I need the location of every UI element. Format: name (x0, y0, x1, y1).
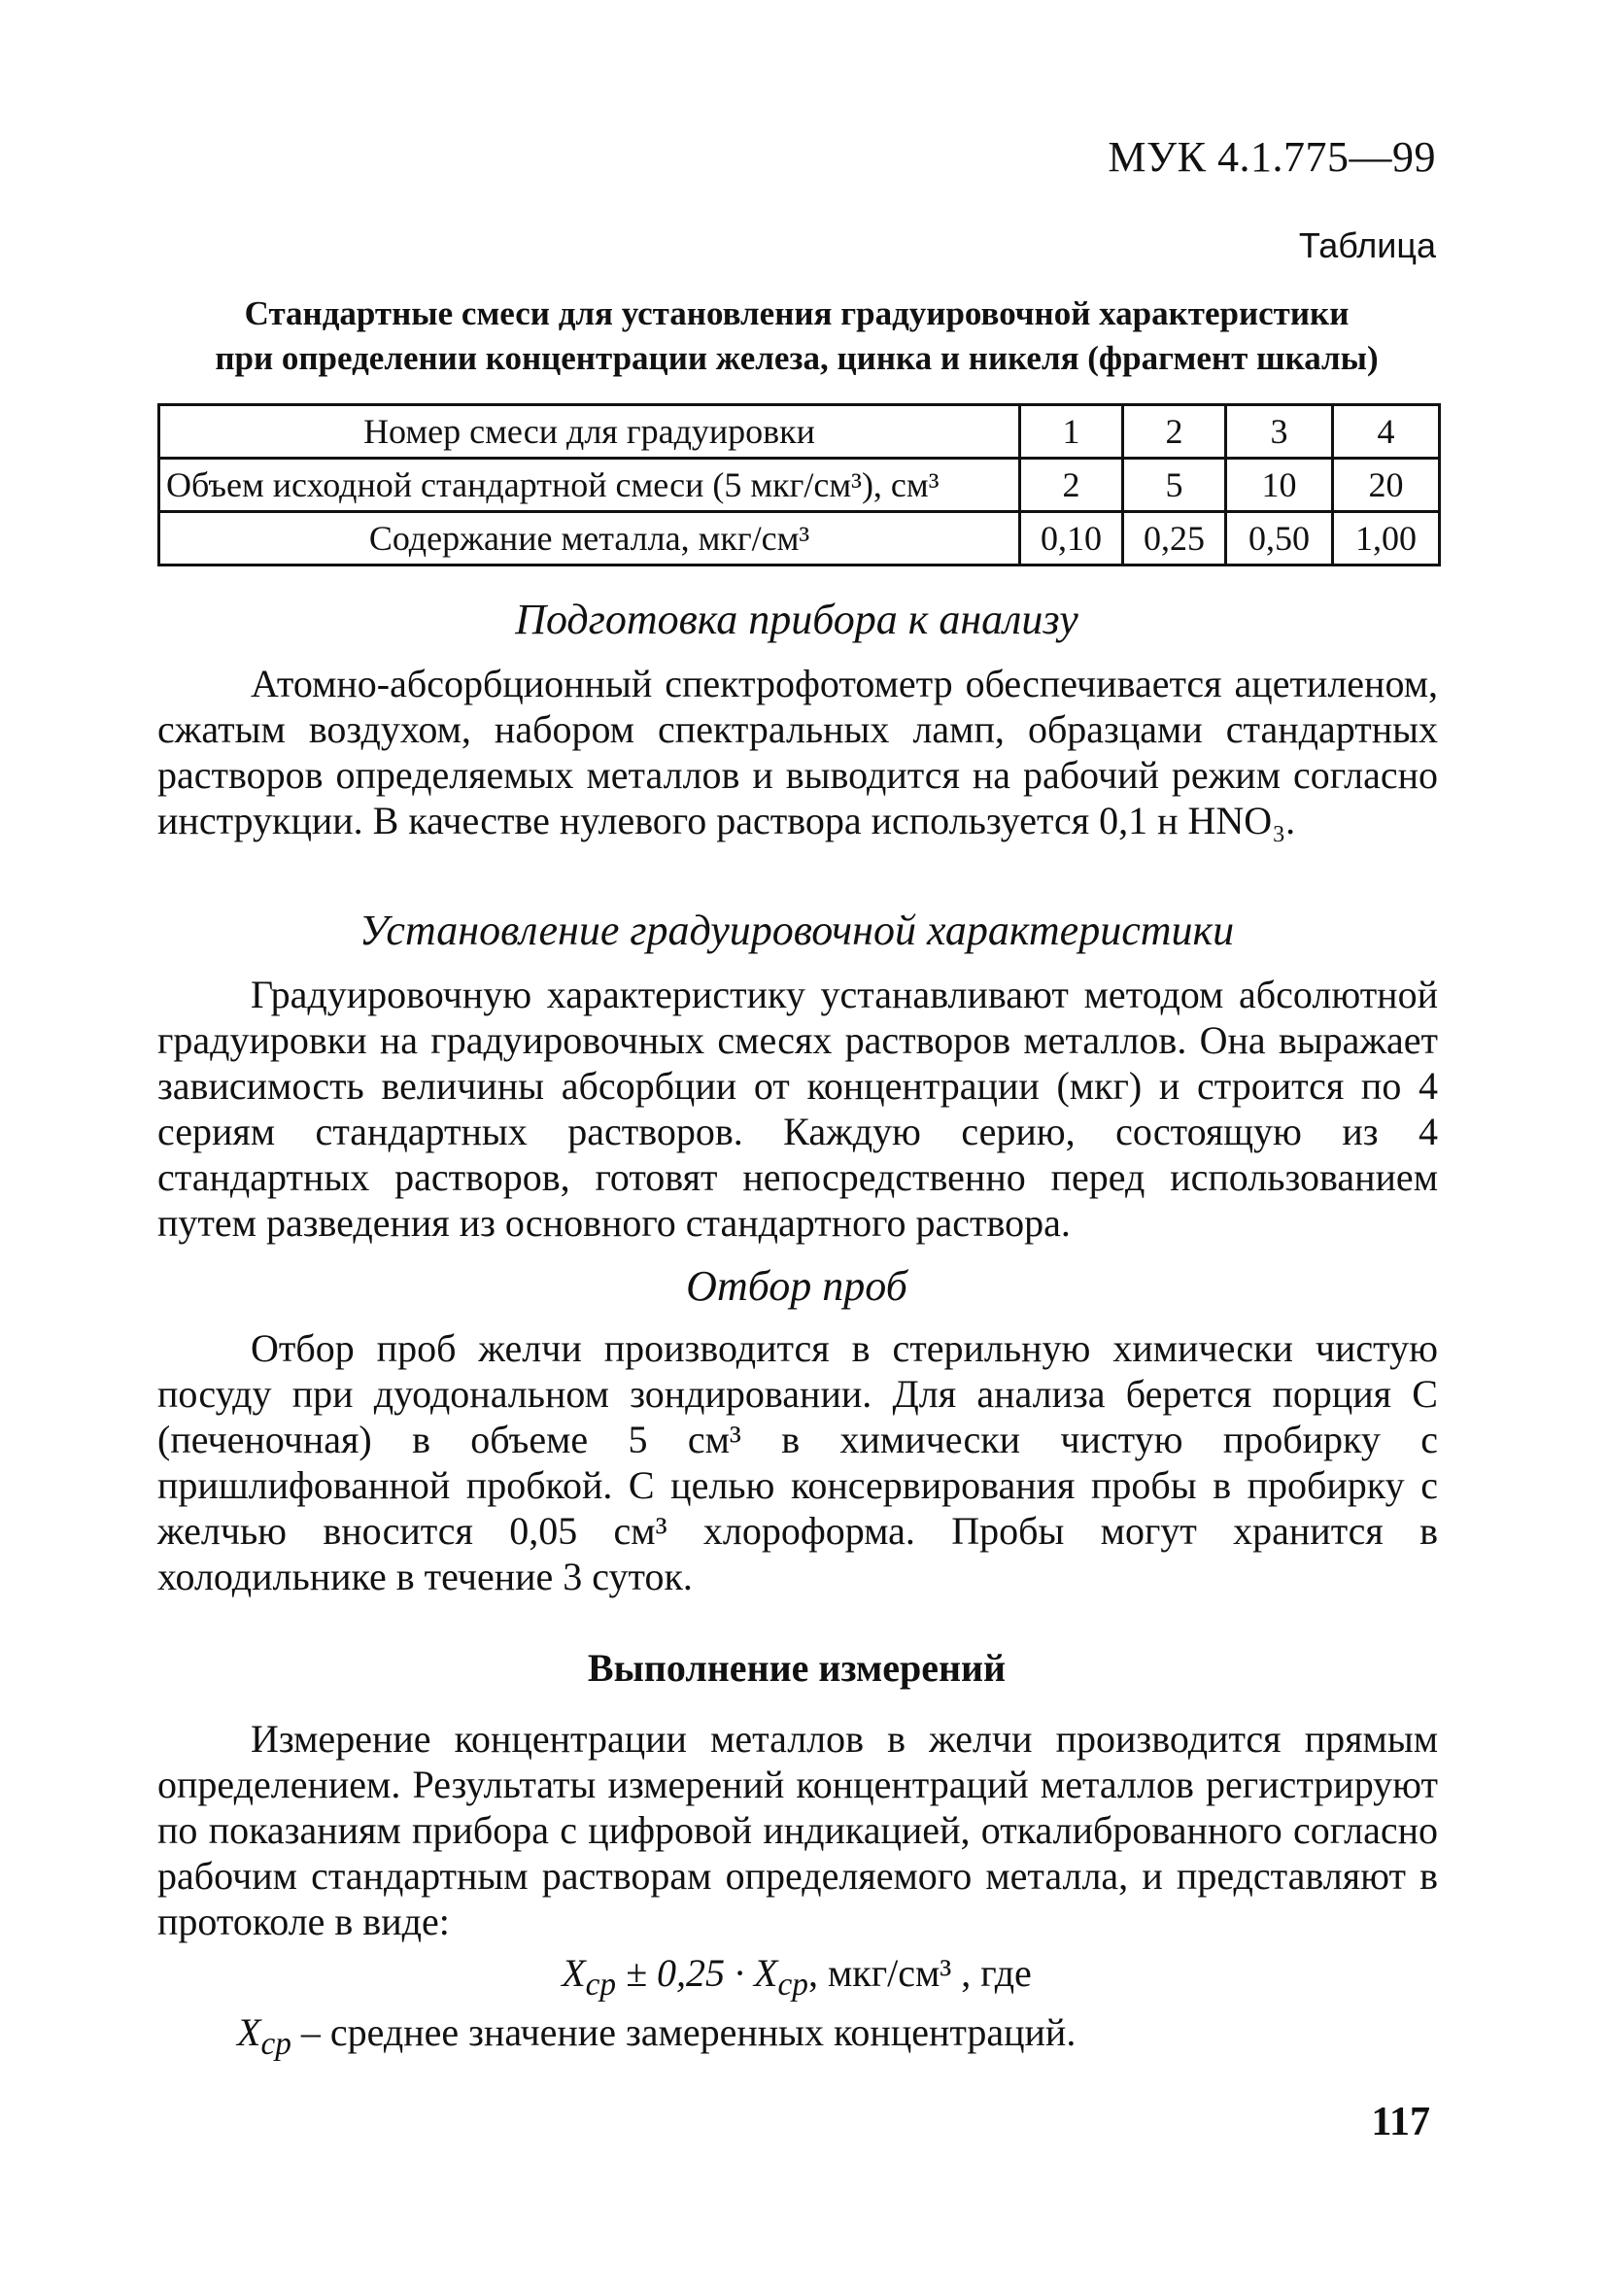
table-row (159, 512, 1440, 565)
table-title (155, 291, 1438, 381)
formula-legend: $X_{ср}$ – среднее значение замеренных концентраций. (237, 2010, 1077, 2062)
table-cell: 2 (1123, 405, 1226, 459)
standard-mixtures-table (157, 403, 1441, 566)
section-title-measurement: Выполнение измерений (587, 1646, 1007, 1690)
table-row (159, 459, 1440, 512)
table-label: Таблица (1298, 225, 1436, 265)
section-title-calibration: Установление градуировочной характеристики (359, 907, 1235, 954)
table-cell: 20 (1333, 459, 1440, 512)
page-number: 117 (1371, 2100, 1430, 2144)
table-cell: 0,10 (1020, 512, 1123, 565)
table-cell: 10 (1226, 459, 1333, 512)
table-cell: 0,25 (1123, 512, 1226, 565)
paragraph-measurement: Измерение концентрации металлов в желчи производится прямым определением. Результаты измерений концентраций металлов регистрируют по показаниям прибора с цифровой индикацией, откалиброванного согласно рабочим стандартным растворам определяемого металла, и представляют в протоколе в виде: (157, 1717, 1438, 1943)
table-row (159, 405, 1440, 459)
table-title-line-2: при определении концентрации железа, цинка и никеля (фрагмент шкалы) (215, 339, 1379, 377)
table-cell: 1 (1020, 405, 1123, 459)
table-cell: 1,00 (1333, 512, 1440, 565)
table-cell: 4 (1333, 405, 1440, 459)
paragraph-prep: Атомно-абсорбционный спектрофотометр обеспечивается ацетиленом, сжатым воздухом, набором спектральных ламп, образцами стандартных растворов определяемых металлов и выводится на рабочий режим согласно инструкции. В качестве нулевого раствора используется 0,1 н HNO₃. (157, 662, 1438, 842)
table-cell: 0,50 (1226, 512, 1333, 565)
section-title-prep: Подготовка прибора к анализу (515, 596, 1078, 643)
paragraph-sampling: Отбор проб желчи производится в стерильную химически чистую посуду при дуодональном зондировании. Для анализа берется порция С (печеночная) в объеме 5 см³ в химически чистую пробирку с пришлифованной пробкой. С целью консервирования пробы в пробирку с желчью вносится 0,05 см³ хлороформа. Пробы могут хранится в холодильнике в течение 3 суток. (157, 1326, 1438, 1598)
document-code: МУК 4.1.775—99 (1108, 133, 1436, 181)
row-label: Объем исходной стандартной смеси (5 мкг/см³), см³ (159, 459, 1020, 512)
row-label: Содержание металла, мкг/см³ (159, 512, 1020, 565)
paragraph-calibration: Градуировочную характеристику устанавливают методом абсолютной градуировки на градуировочных смесях растворов металлов. Она выражает зависимость величины абсорбции от концентрации (мкг) и строится по 4 сериям стандартных растворов. Каждую серию, состоящую из 4 стандартных растворов, готовят непосредственно перед использованием путем разведения из основного стандартного раствора. (157, 973, 1438, 1245)
table-cell: 2 (1020, 459, 1123, 512)
section-title-sampling: Отбор проб (686, 1262, 907, 1310)
row-label: Номер смеси для градуировки (159, 405, 1020, 459)
table-cell: 3 (1226, 405, 1333, 459)
result-formula: $X_{ср} \pm 0,25 \cdot X_{ср}$, мкг/см³ , где (562, 1951, 1032, 2003)
table-cell: 5 (1123, 459, 1226, 512)
table-title-line-1: Стандартные смеси для установления градуировочной характеристики (244, 294, 1350, 332)
